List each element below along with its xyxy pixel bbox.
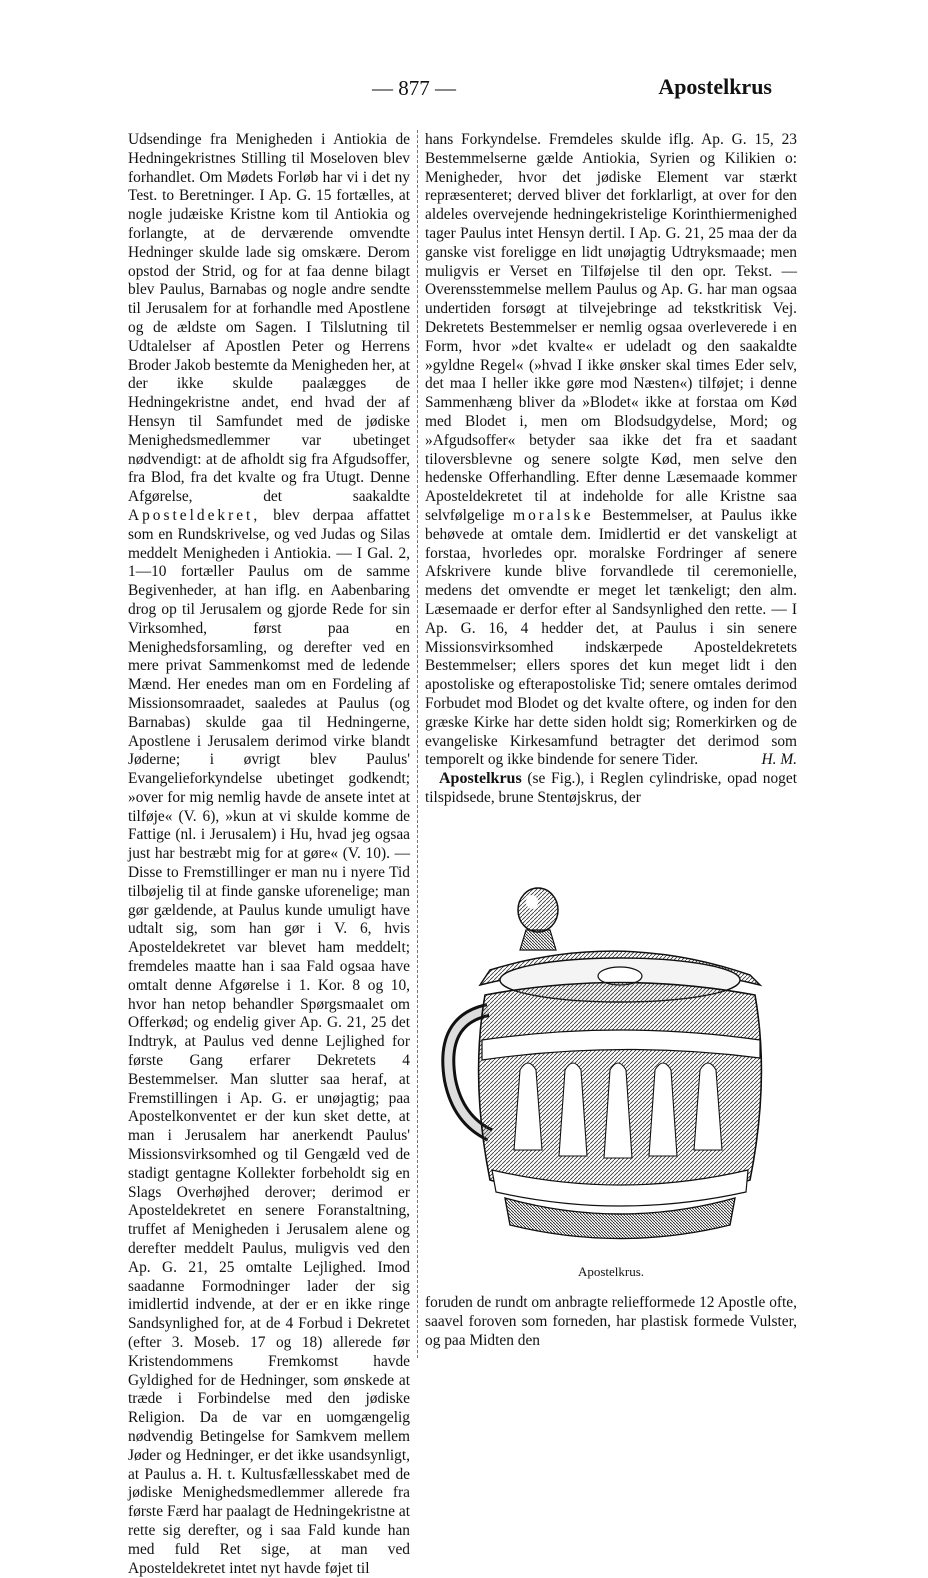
left-column-text [128,131,410,1578]
right-text-part-a: hans Forkyndelse. Fremdeles skulde iflg. Ap. G. 15, 23 Bestemmelserne gælde Antiokia, Syrien og Kilikien o: Menigheder, hvor det jødiske Element var stærkt repræsenteret; derved bliver det forklarligt, at over for den aldeles overvejende hedningekristelige Korinthiermenighed tager Paulus intet Hensyn dertil. I Ap. G. 21, 25 maa der da ganske vist foreligge en lidt unøjagtig Udtryksmaade; men muligvis er Verset en Tilføjelse til den opr. Tekst. — Overensstemmelse mellem Paulus og Ap. G. har man ogsaa undertiden forsøgt at tilvejebringe ad tekstkritisk Vej. Dekretets Bestemmelser er nemlig ogsaa overleverede i en Form, hvor »det kvalte« er udeladt og den saakaldte »gyldne Regel« (»hvad I ikke ønsker skal times Eder selv, det maa I heller ikke gøre mod Næsten«) tilføjet; i denne Sammenhæng bliver da »Blodet« ikke at forstaa om Kød med Blodet i, men om Blodsudgydelse, Mord; og »Afgudsoffer« betyder saa ikke det fra et saadant tiloversblevne og senere solgte Kød, men selve den hedenske Offerhandling. Efter denne Læsemaade kommer Aposteldekretet til at indeholde for alle Kristne saa selvfølgelige [425,131,797,524]
right-column-text [425,131,797,770]
stoneware-jug-drawing [430,880,802,1260]
page-header [0,76,928,112]
lid-finial-ball [518,888,558,932]
entry-paragraph [425,770,797,808]
lid-hinge [520,930,556,950]
page-number: — 877 — [372,76,456,100]
left-text-part-b: blev derpaa affattet som en Rundskrivelse, og ved Judas og Silas meddelt Menigheden i Antiokia. — I Gal. 2, 1—10 fortæller Paulus om de samme Begivenheder, at han iflg. en Aabenbaring drog op til Jerusalem og gjorde Rede for sin Virksomhed, først paa en Menighedsforsamling, og derefter ved en mere privat Sammenkomst med de ledende Mænd. Her enedes man om en Fordeling af Missionsomraadet, saaledes at Paulus (og Barnabas) skulde gaa til Hedningerne, Apostlene i Jerusalem derimod virke blandt Jøderne; i øvrigt blev Paulus' Evangelieforkyndelse ubetinget godkendt; »over for mig nemlig havde de ansete intet at tilføje« (V. 6), »kun at vi skulde komme de Fattige (nl. i Jerusalem) i Hu, hvad jeg ogsaa just har bestræbt mig for at gøre« (V. 10). — Disse to Fremstillinger er man nu i nyere Tid tilbøjelig til at finde ganske uforenelige; man gør gældende, at Paulus kunde umuligt have udtalt sig, som han gør i V. 6, hvis Aposteldekretet var blevet ham meddelt; fremdeles maatte han i saa Fald ogsaa have omtalt denne Afgørelse i 1. Kor. 8 og 10, hvor han netop behandler Spørgsmaalet om Offerkød; og endelig giver Ap. G. 21, 25 det Indtryk, at Paulus ved denne Lejlighed for første Gang erfarer Dekretets 4 Bestemmelser. Man slutter saa heraf, at Fremstillingen i Ap. G. er unøjagtig; paa Apostelkonventet er der kun sket dette, at man i Jerusalem har anerkendt Paulus' Missionsvirksomhed og til Gengæld ved de stadigt gentagne Kollekter forbeholdt sig en Slags Overhøjhed derover; derimod er Aposteldekretet en senere Foranstaltning, truffet af Menigheden i Jerusalem alene og derefter meddelt Paulus, muligvis ved den Ap. G. 21, 25 omtalte Lejlighed. Imod saadanne Formodninger lader der sig imidlertid indvende, at der er en ikke ringe Sandsynlighed for, at de 4 Forbud i Dekretet (efter 3. Moseb. 17 og 18) allerede før Kristendommens Fremkomst havde Gyldighed for de Hedninger, som ønskede at træde i Forbindelse med den jødiske Religion. Da de var en uomgængelig nødvendig Betingelse for Samkvem mellem Jøder og Hedninger, er det ikke usandsynligt, at Paulus a. H. t. Kultusfællesskabet med de jødiske Menighedsmedlemmer allerede fra første Færd har paalagt de Hedningekristne at rette sig derefter, og i saa Fald kunde han med fuld Ret sige, at man ved Aposteldekretet intet nyt havde føjet til [128,506,410,1577]
column-divider [417,130,418,1358]
right-column [425,131,797,808]
entry-title: Apostelkrus [439,770,522,788]
spaced-term-moralske: moralske [513,506,594,524]
right-column-continuation: foruden de rundt om anbragte reliefformede 12 Apostle ofte, saavel foroven som forneden, har plastisk formede Vulster, og paa Midten den [425,1294,797,1349]
entry-text: (se Fig.), i Reglen cylindriske, opad noget tilspidsede, brune Stentøjskrus, der [425,770,797,806]
apostelkrus-illustration [430,880,802,1290]
author-signature: H. M. [761,751,797,769]
spaced-term-aposteldekret: Aposteldekret, [128,506,261,524]
left-text-part-a: Udsendinge fra Menigheden i Antiokia de Hedningekristnes Stilling til Moseloven blev forhandlet. Om Mødets Forløb har vi i det ny Test. to Beretninger. I Ap. G. 15 fortælles, at nogle judæiske Kristne kom til Antiokia og forlangte, at de derværende omvendte Hedninger skulde lade sig omskære. Derom opstod der Strid, og for at faa denne bilagt blev Paulus, Barnabas og nogle andre sendte til Jerusalem for at forhandle med Apostlene og de ældste om Sagen. I Tilslutning til Udtalelser af Apostlen Peter og Herrens Broder Jakob bestemte da Menigheden her, at der ikke skulde paalægges de Hedningekristne andet, end hvad der af Hensyn til Samfundet med de jødiske Menighedsmedlemmer var ubetinget nødvendigt: at de afholdt sig fra Afgudsoffer, fra Blod, fra det kvalte og fra Utugt. Denne Afgørelse, det saakaldte [128,131,410,506]
left-column [128,131,410,1578]
right-text-part-b: Bestemmelser, at Paulus ikke behøvede at omtale dem. Imidlertid er det vanskeligt at forstaa, hvorledes opr. moralske Fordringer af senere Afskrivere kunde blive forvandlede til ceremonielle, medens det omvendte er meget let tænkeligt; den alm. Læsemaade er derfor efter al Sandsynlighed den rette. — I Ap. G. 16, 4 hedder det, at Paulus i sin senere Missionsvirksomhed indskærpede Aposteldekretets Bestemmelser; ellers spores det kun meget lidt i den apostoliske og efterapostoliske Tid; senere omtales derimod Forbudet mod Blodet og det kvalte oftere, og inden for den græske Kirke har dette siden holdt sig; Romerkirken og de evangeliske Kirkesamfund betragter det derimod som temporelt og ikke bindende for senere Tider. [425,506,797,769]
running-title: Apostelkrus [658,74,772,99]
figure-caption: Apostelkrus. [577,1264,645,1279]
